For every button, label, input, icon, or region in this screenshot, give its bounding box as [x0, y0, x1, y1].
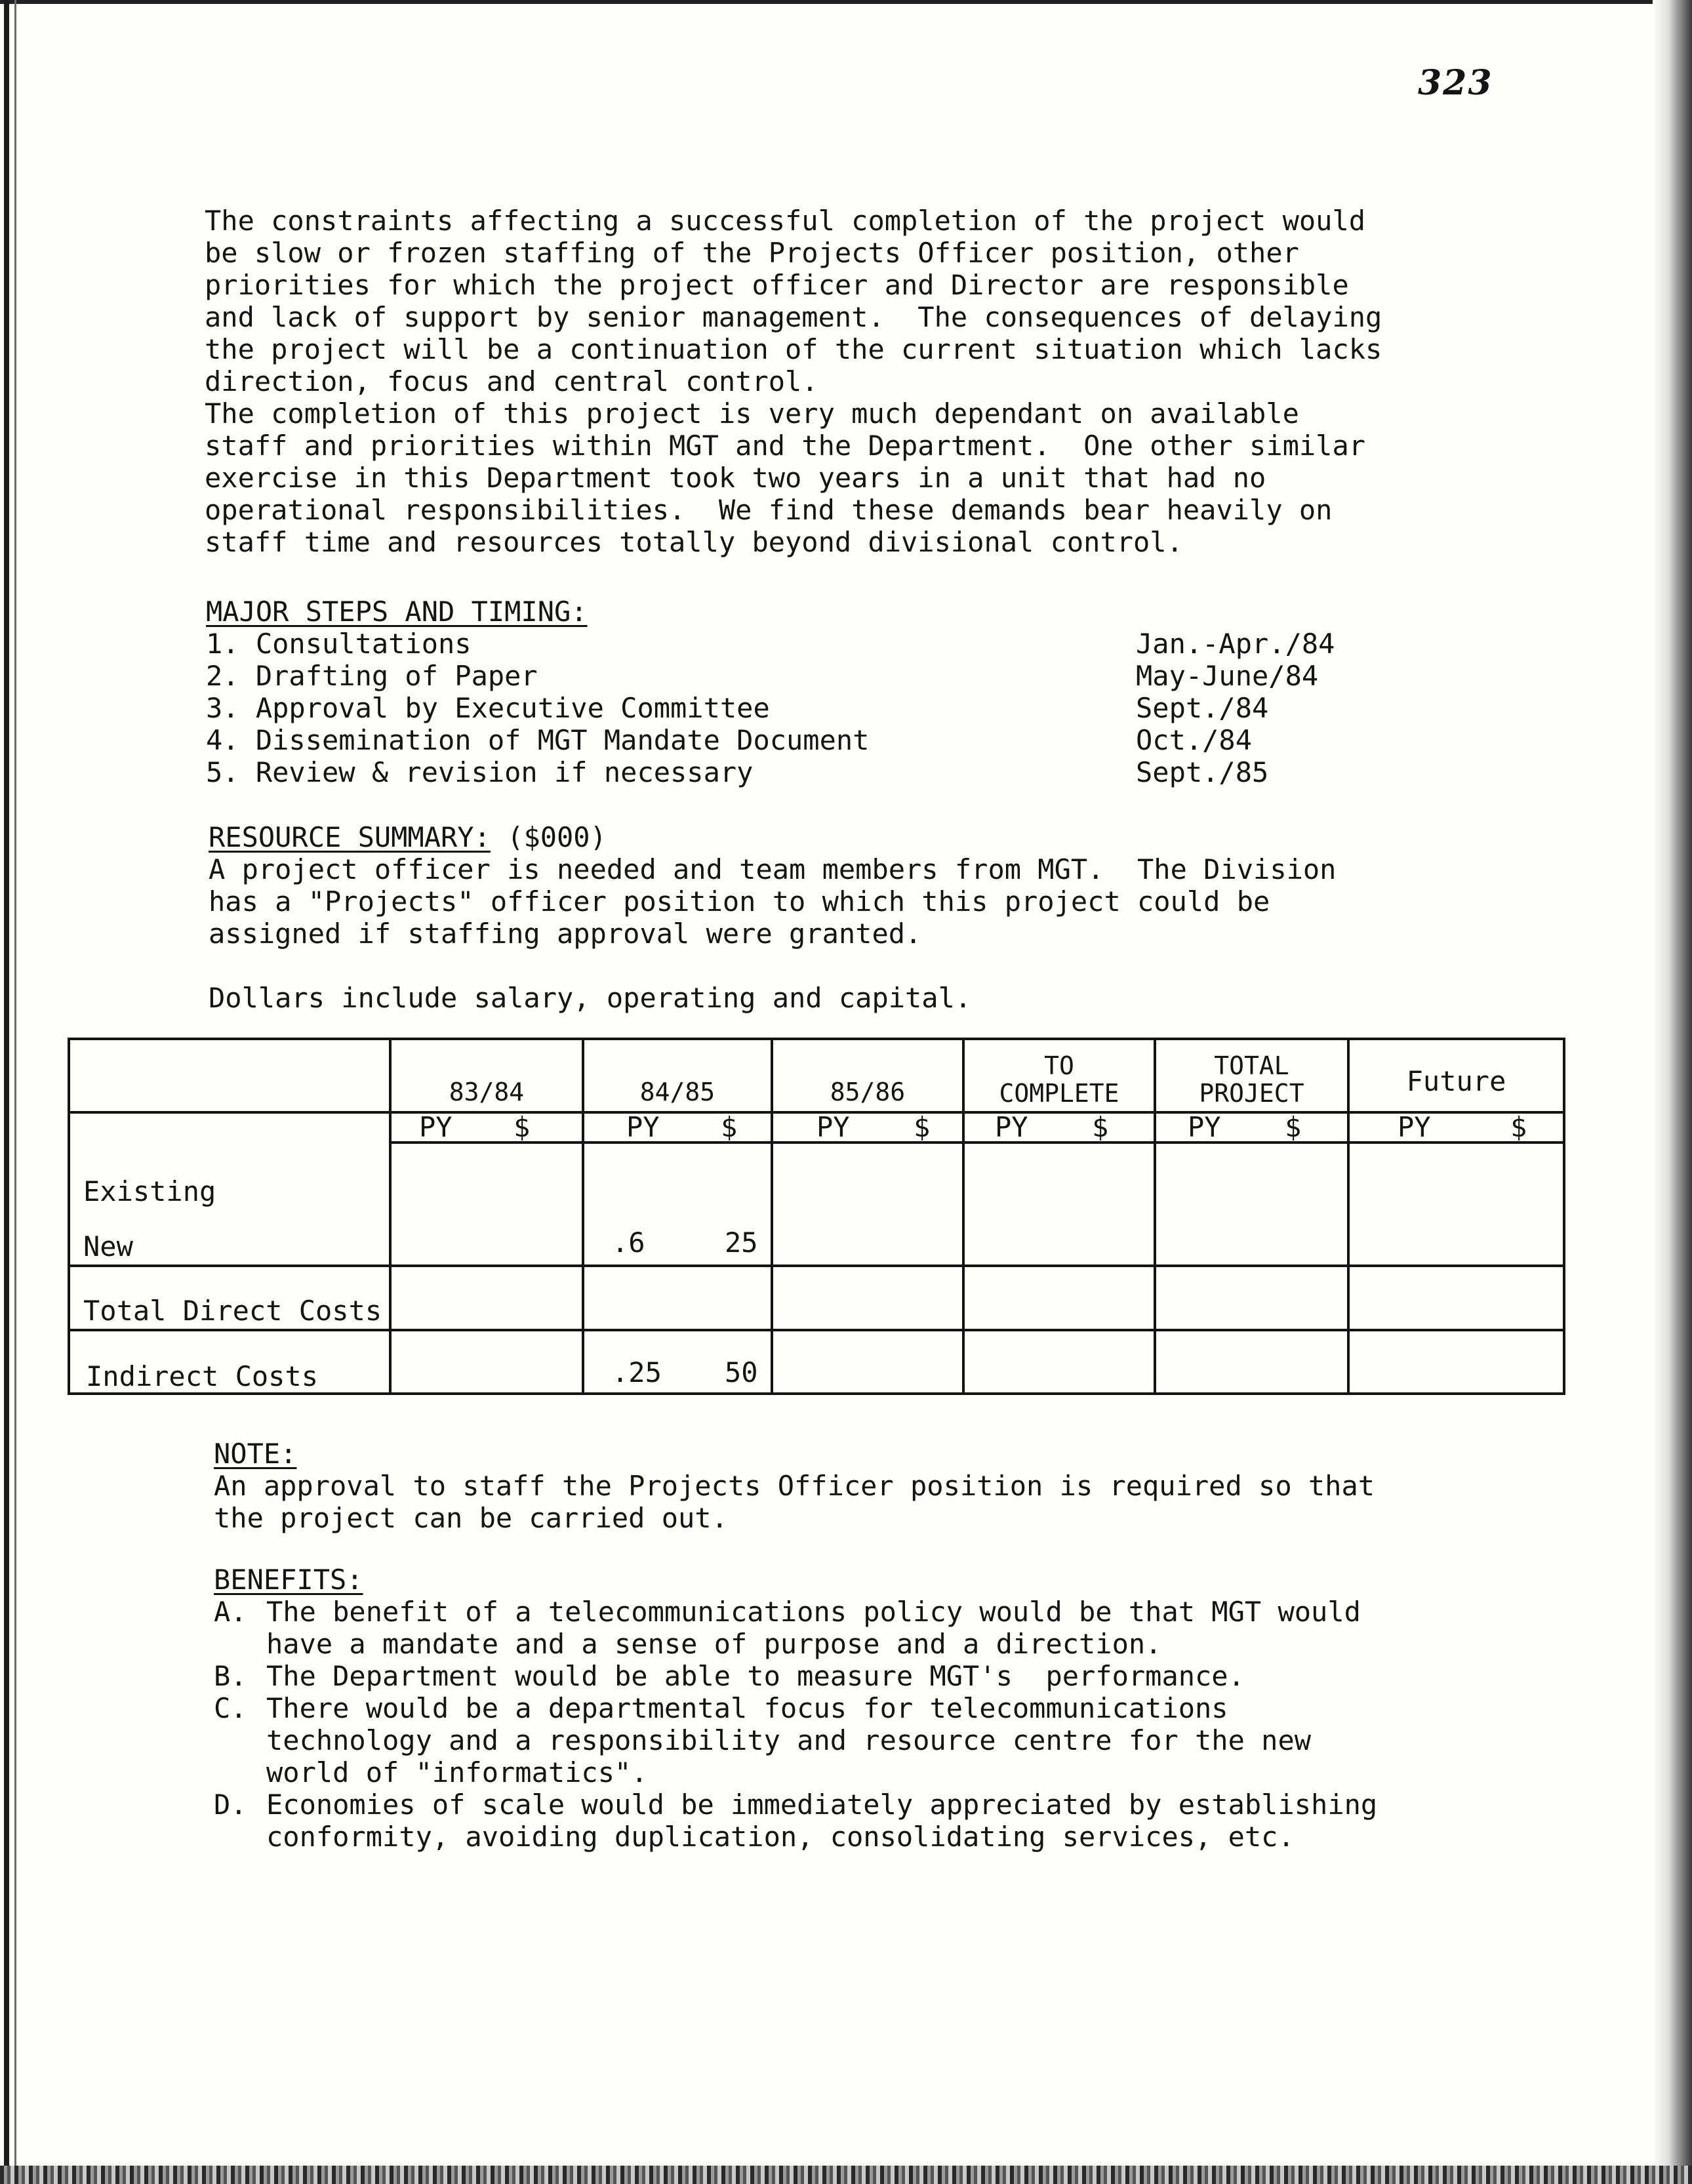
intro-line: be slow or frozen staffing of the Projects Officer position, other	[205, 237, 1299, 269]
dollars-note: Dollars include salary, operating and capital.	[209, 982, 972, 1014]
subheader-dollar: $	[1092, 1111, 1109, 1143]
col-header-8384: 83/84	[449, 1078, 525, 1106]
benefits-section	[214, 1564, 1377, 1853]
col-header-total-project: TOTAL PROJECT	[1199, 1051, 1304, 1108]
benefit-line: There would be a departmental focus for telecommunications	[266, 1692, 1228, 1724]
benefit-line: have a mandate and a sense of purpose and a direction.	[266, 1628, 1162, 1660]
step-timing: May-June/84	[1136, 660, 1319, 692]
intro-line: exercise in this Department took two years in a unit that had no	[205, 462, 1266, 494]
intro-line: the project will be a continuation of the current situation which lacks	[205, 333, 1382, 365]
step-row	[206, 628, 1386, 660]
row-label-new: New	[83, 1230, 133, 1263]
scan-right-edge	[1653, 0, 1692, 2184]
col-header-8586: 85/86	[830, 1078, 906, 1106]
note-line: the project can be carried out.	[214, 1502, 728, 1534]
resource-summary-heading-line	[209, 821, 1336, 853]
benefit-letter: B.	[214, 1660, 247, 1692]
benefit-item	[214, 1692, 1377, 1789]
scan-top-edge	[0, 0, 1692, 4]
intro-line: operational responsibilities. We find these demands bear heavily on	[205, 494, 1333, 526]
benefit-line: conformity, avoiding duplication, consolidating services, etc.	[266, 1821, 1295, 1853]
note-section	[214, 1438, 1375, 1534]
intro-line: priorities for which the project officer and Director are responsible	[205, 269, 1349, 301]
cell-indirect-8485-dollar: 50	[725, 1356, 758, 1388]
benefit-letter: C.	[214, 1692, 247, 1724]
step-row	[206, 724, 1386, 756]
row-label-indirect-costs: Indirect Costs	[86, 1360, 319, 1392]
subheader-dollar: $	[721, 1111, 738, 1143]
benefit-line: Economies of scale would be immediately appreciated by establishing	[266, 1789, 1378, 1821]
benefit-letter: A.	[214, 1596, 247, 1628]
benefit-line: technology and a responsibility and resource centre for the new	[266, 1724, 1312, 1756]
scan-bottom-edge	[0, 2166, 1692, 2184]
subheader-py: PY	[419, 1111, 453, 1143]
intro-line: staff and priorities within MGT and the Department. One other similar	[205, 430, 1366, 462]
subheader-py: PY	[626, 1111, 660, 1143]
col-header-to-complete: TO COMPLETE	[999, 1051, 1119, 1108]
benefit-line: The benefit of a telecommunications policy would be that MGT would	[266, 1596, 1361, 1628]
col-header-8485: 84/85	[639, 1078, 715, 1106]
subheader-dollar: $	[1510, 1111, 1527, 1143]
step-label: 5. Review & revision if necessary	[206, 756, 754, 788]
benefits-heading: BENEFITS:	[214, 1564, 363, 1596]
benefit-line: The Department would be able to measure MGT's performance.	[266, 1660, 1245, 1692]
resource-summary-heading: RESOURCE SUMMARY:	[209, 821, 491, 853]
benefit-letter: D.	[214, 1789, 247, 1821]
row-label-total-direct-costs: Total Direct Costs	[83, 1295, 382, 1327]
cell-new-8485-dollar: 25	[725, 1226, 758, 1259]
resource-summary-section	[209, 821, 1336, 1014]
intro-line: The completion of this project is very much dependant on available	[205, 397, 1299, 430]
intro-line: and lack of support by senior management. The consequences of delaying	[205, 301, 1382, 333]
intro-line: staff time and resources totally beyond divisional control.	[205, 526, 1183, 558]
subheader-py: PY	[995, 1111, 1028, 1143]
subheader-dollar: $	[514, 1111, 531, 1143]
step-label: 4. Dissemination of MGT Mandate Document	[206, 724, 870, 756]
col-header-future: Future	[1406, 1065, 1506, 1097]
step-row	[206, 756, 1386, 788]
resource-summary-units: ($000)	[490, 821, 607, 853]
step-label: 1. Consultations	[206, 628, 472, 660]
step-label: 3. Approval by Executive Committee	[206, 692, 770, 724]
resource-line: A project officer is needed and team members from MGT. The Division	[209, 853, 1337, 885]
note-line: An approval to staff the Projects Officer position is required so that	[214, 1470, 1375, 1502]
cell-new-8485-py: .6	[612, 1226, 645, 1259]
page-number: 323	[1418, 63, 1493, 103]
subheader-py: PY	[816, 1111, 850, 1143]
cell-indirect-8485-py: .25	[612, 1356, 662, 1388]
scan-left-edge-line	[14, 0, 16, 2184]
intro-line: The constraints affecting a successful completion of the project would	[205, 205, 1366, 237]
benefit-item	[214, 1596, 1377, 1660]
step-timing: Oct./84	[1136, 724, 1253, 756]
step-row	[206, 660, 1386, 692]
resource-table	[68, 1038, 1565, 1395]
benefit-item	[214, 1789, 1377, 1853]
subheader-dollar: $	[1285, 1111, 1302, 1143]
step-timing: Sept./84	[1136, 692, 1269, 724]
scan-left-edge	[4, 0, 9, 2184]
intro-paragraph	[205, 205, 1382, 558]
resource-line: assigned if staffing approval were granted.	[209, 918, 922, 950]
step-row	[206, 692, 1386, 724]
subheader-py: PY	[1188, 1111, 1221, 1143]
row-label-existing: Existing	[83, 1175, 216, 1207]
benefit-line: world of "informatics".	[266, 1756, 648, 1789]
step-label: 2. Drafting of Paper	[206, 660, 538, 692]
benefit-item	[214, 1660, 1377, 1692]
subheader-dollar: $	[914, 1111, 931, 1143]
resource-line: has a "Projects" officer position to which this project could be	[209, 885, 1270, 918]
intro-line: direction, focus and central control.	[205, 365, 818, 397]
subheader-py: PY	[1398, 1111, 1431, 1143]
step-timing: Jan.-Apr./84	[1136, 628, 1335, 660]
major-steps-heading: MAJOR STEPS AND TIMING:	[206, 596, 588, 628]
major-steps-section	[206, 596, 1386, 788]
note-heading: NOTE:	[214, 1438, 297, 1470]
step-timing: Sept./85	[1136, 756, 1269, 788]
